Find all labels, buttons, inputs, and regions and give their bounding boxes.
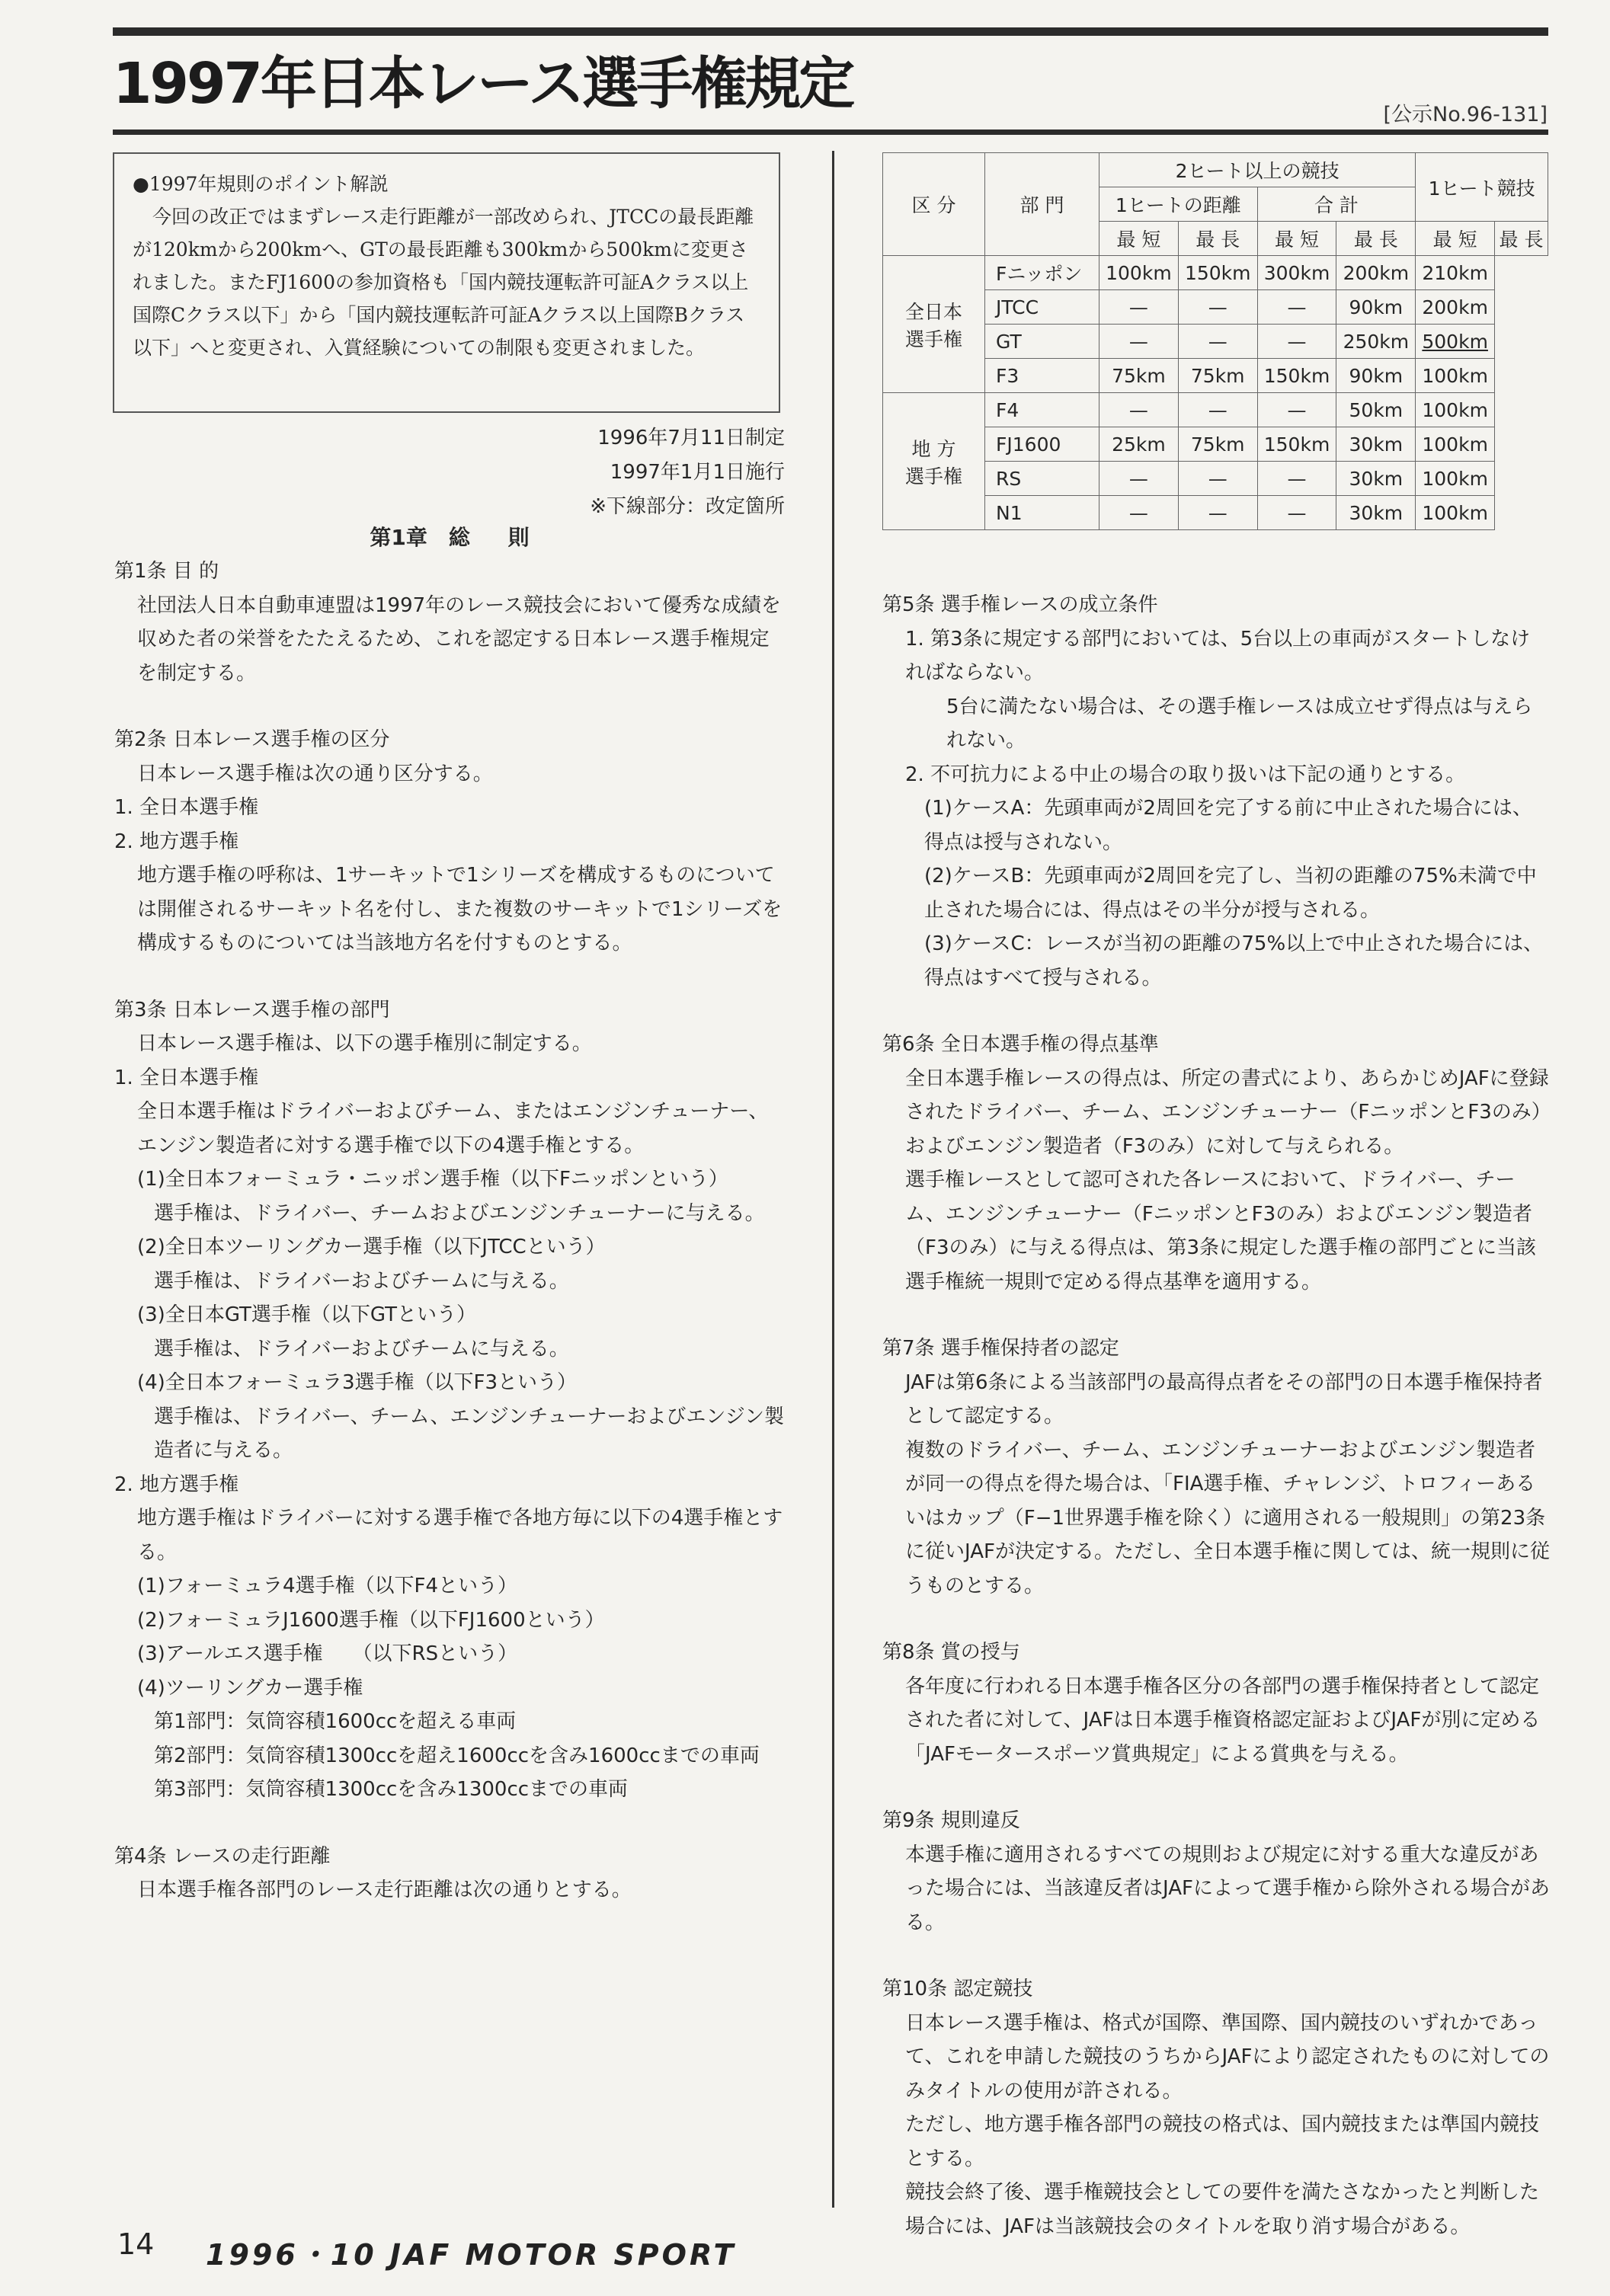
section-name: GT	[985, 325, 1099, 359]
distance-cell: 150km	[1257, 427, 1336, 462]
article-text: 第2部門：気筒容積1300ccを超え1600ccを含み1600ccまでの車両	[154, 1744, 760, 1767]
article-text: (4)ツーリングカー選手権	[137, 1676, 363, 1700]
distance-cell: 30km	[1336, 462, 1416, 496]
article-heading: 第6条 全日本選手権の得点基準	[882, 1033, 1159, 1056]
article-text: 社団法人日本自動車連盟は1997年のレース競技会において優秀な成績を収めた者の栄誉をたたえるため、これを認定する日本レース選手権規定を制定する。	[137, 593, 781, 685]
distance-cell: 100km	[1416, 496, 1495, 530]
article-text: 地方選手権の呼称は、1サーキットで1シリーズを構成するものについては開催されるサーキット名を付し、また複数のサーキットで1シリーズを構成するものについては当該地方名を付すものとする。	[137, 864, 783, 955]
article-text: 複数のドライバー、チーム、エンジンチューナーおよびエンジン製造者が同一の得点を得た場合は、「FIA選手権、チャレンジ、トロフィーあるいはカップ（F−1世界選手権を除く）に適用される一般規則」の第23条に従いJAFが決定する。ただし、全日本選手権に関しては、統一規則に従うものとする。	[905, 1438, 1550, 1597]
section-name: Fニッポン	[985, 256, 1099, 290]
article-heading: 第10条 認定競技	[882, 1978, 1033, 2000]
distance-cell: 100km	[1099, 256, 1179, 290]
article-text: 日本レース選手権は次の通り区分する。	[137, 762, 493, 785]
th-section: 部 門	[985, 153, 1099, 256]
distance-cell: 90km	[1336, 290, 1416, 325]
distance-cell: —	[1099, 290, 1179, 325]
distance-cell: 150km	[1178, 256, 1257, 290]
article-text: 日本レース選手権は、格式が国際、準国際、国内競技のいずれかであって、これを申請した競技のうちからJAFにより認定されたものに対してのみタイトルの使用が許される。	[905, 2011, 1550, 2103]
article-text: 本選手権に適用されるすべての規則および規定に対する重大な違反があった場合には、当該違反者はJAFによって選手権から除外される場合がある。	[905, 1843, 1550, 1934]
title-rule	[113, 130, 1548, 135]
distance-cell: —	[1257, 393, 1336, 427]
distance-cell: 100km	[1416, 393, 1495, 427]
points-body: 今回の改正ではまずレース走行距離が一部改められ、JTCCの最長距離が120kmから200kmへ、GTの最長距離も300kmから500kmに変更されました。またFJ1600の参加資格も「国内競技運転許可証Aクラス以上国際Cクラス以下」から「国内競技運転許可証Aクラス以上国際Bクラス以下」へと変更され、入賞経験についての制限も変更されました。	[133, 206, 754, 359]
distance-cell: —	[1257, 290, 1336, 325]
section-name: F3	[985, 359, 1099, 393]
article-text: (4)全日本フォーミュラ3選手権（以下F3という）	[137, 1371, 578, 1394]
article-heading: 1. 全日本選手権	[114, 796, 259, 819]
article-text: ただし、地方選手権各部門の競技の格式は、国内競技または準国内競技とする。	[905, 2113, 1540, 2170]
distance-cell: 100km	[1416, 462, 1495, 496]
article-text: (3)アールエス選手権 （以下RSという）	[137, 1642, 518, 1665]
article-text: (1)ケースA：先頭車両が2周回を完了する前に中止された場合には、得点は授与されない。	[924, 797, 1532, 854]
article-heading: 2. 地方選手権	[114, 830, 239, 853]
distance-cell: 150km	[1257, 359, 1336, 393]
section-name: RS	[985, 462, 1099, 496]
article-text: (1)全日本フォーミュラ・ニッポン選手権（以下Fニッポンという）	[137, 1168, 728, 1191]
distance-cell: —	[1257, 496, 1336, 530]
article-heading: 2. 地方選手権	[114, 1473, 239, 1496]
table-row	[883, 393, 1548, 427]
article-text: 1. 第3条に規定する部門においては、5台以上の車両がスタートしなければならない。	[905, 627, 1531, 684]
group-label: 全日本 選手権	[883, 256, 985, 393]
group-label: 地 方 選手権	[883, 393, 985, 530]
chapter-heading: 第1章 総 則	[370, 525, 530, 550]
article-text: 地方選手権はドライバーに対する選手権で各地方毎に以下の4選手権とする。	[137, 1507, 783, 1564]
article-text: 第3部門：気筒容積1300ccを含み1300ccまでの車両	[154, 1778, 629, 1801]
article-text: 日本選手権各部門のレース走行距離は次の通りとする。	[137, 1879, 632, 1901]
distance-cell: —	[1257, 325, 1336, 359]
page-title: 1997年日本レース選手権規定	[113, 51, 853, 117]
effective-date: 1997年1月1日施行	[610, 461, 785, 484]
page-number: 14	[117, 2227, 155, 2261]
th-per-heat: 1ヒートの距離	[1099, 187, 1258, 222]
article-text: 全日本選手権レースの得点は、所定の書式により、あらかじめJAFに登録されたドライバー、チーム、エンジンチューナー（FニッポンとF3のみ）およびエンジン製造者（F3のみ）に対して与えられる。	[905, 1066, 1549, 1158]
distance-cell: —	[1099, 325, 1179, 359]
th-single-heat: 1ヒート競技	[1416, 153, 1548, 222]
article-heading: 第8条 賞の授与	[882, 1641, 1020, 1664]
article-text: 選手権は、ドライバー、チーム、エンジンチューナーおよびエンジン製造者に与える。	[154, 1405, 785, 1462]
article-text: 日本レース選手権は、以下の選手権別に制定する。	[137, 1032, 592, 1055]
article-heading: 1. 全日本選手権	[114, 1066, 259, 1089]
article-text: 競技会終了後、選手権競技会としての要件を満たさなかったと判断した場合には、JAFは当該競技会のタイトルを取り消す場合がある。	[905, 2181, 1540, 2238]
th-min: 最 短	[1416, 222, 1495, 256]
points-heading: ●1997年規則のポイント解説	[133, 173, 389, 195]
section-name: JTCC	[985, 290, 1099, 325]
distance-cell: —	[1178, 496, 1257, 530]
article-text: (1)フォーミュラ4選手権（以下F4という）	[137, 1575, 518, 1597]
distance-cell: 75km	[1099, 359, 1179, 393]
column-divider	[832, 151, 834, 2208]
distance-cell: —	[1099, 496, 1179, 530]
paragraph-gap	[882, 1939, 1550, 1972]
article-text: 第1部門：気筒容積1600ccを超える車両	[154, 1710, 517, 1733]
distance-cell: —	[1178, 393, 1257, 427]
distance-cell: 75km	[1178, 427, 1257, 462]
section-name: FJ1600	[985, 427, 1099, 462]
magazine-name: 1996・10 JAF MOTOR SPORT	[206, 2238, 737, 2272]
th-max: 最 長	[1495, 222, 1548, 256]
th-min: 最 短	[1257, 222, 1336, 256]
article-heading: 第9条 規則違反	[882, 1809, 1020, 1832]
th-multi-heat: 2ヒート以上の競技	[1099, 153, 1416, 187]
article-text: 選手権は、ドライバー、チームおよびエンジンチューナーに与える。	[154, 1201, 765, 1225]
distance-cell: —	[1099, 462, 1179, 496]
top-rule	[113, 27, 1548, 36]
article-text: (3)全日本GT選手権（以下GTという）	[137, 1303, 477, 1326]
th-category: 区 分	[883, 153, 985, 256]
article-heading: 第2条 日本レース選手権の区分	[114, 728, 390, 751]
paragraph-gap	[114, 961, 785, 993]
distance-cell: 90km	[1336, 359, 1416, 393]
distance-cell: 200km	[1336, 256, 1416, 290]
article-text: (2)ケースB：先頭車両が2周回を完了し、当初の距離の75%未満で中止された場合には、得点はその半分が授与される。	[924, 865, 1537, 922]
distance-cell: 100km	[1416, 427, 1495, 462]
distance-cell: 210km	[1416, 256, 1495, 290]
th-max: 最 長	[1178, 222, 1257, 256]
article-text: (2)フォーミュラJ1600選手権（以下FJ1600という）	[137, 1608, 605, 1632]
article-text: (3)ケースC：レースが当初の距離の75%以上で中止された場合には、得点はすべて授与される。	[924, 932, 1544, 990]
revision-note: ※下線部分：改定箇所	[590, 495, 785, 518]
paragraph-gap	[114, 690, 785, 723]
paragraph-gap	[882, 1771, 1550, 1804]
notice-number: [公示No.96-131]	[1383, 103, 1548, 126]
distance-cell: 200km	[1416, 290, 1495, 325]
article-text: 各年度に行われる日本選手権各区分の各部門の選手権保持者として認定された者に対して、JAFは日本選手権資格認定証およびJAFが別に定める「JAFモータースポーツ賞典規定」による賞典を与える。	[905, 1674, 1541, 1766]
th-max: 最 長	[1336, 222, 1416, 256]
distance-cell: 75km	[1178, 359, 1257, 393]
paragraph-gap	[882, 1603, 1550, 1636]
enacted-date: 1996年7月11日制定	[597, 427, 785, 449]
distance-cell: —	[1257, 462, 1336, 496]
article-text: (2)全日本ツーリングカー選手権（以下JTCCという）	[137, 1236, 606, 1258]
distance-cell: —	[1178, 325, 1257, 359]
distance-cell: 50km	[1336, 393, 1416, 427]
article-text: JAFは第6条による当該部門の最高得点者をその部門の日本選手権保持者として認定する。	[905, 1370, 1543, 1428]
distance-cell: 250km	[1336, 325, 1416, 359]
enactment-info	[114, 421, 785, 524]
paragraph-gap	[882, 995, 1550, 1028]
paragraph-gap	[882, 1299, 1550, 1332]
distance-cell: —	[1178, 290, 1257, 325]
article-heading: 第5条 選手権レースの成立条件	[882, 593, 1158, 616]
th-total: 合 計	[1257, 187, 1416, 222]
article-text: 全日本選手権はドライバーおよびチーム、またはエンジンチューナー、エンジン製造者に対する選手権で以下の4選手権とする。	[137, 1100, 769, 1157]
distance-table	[882, 152, 1548, 530]
article-text: 選手権レースとして認可された各レースにおいて、ドライバー、チーム、エンジンチューナー（FニッポンとF3のみ）およびエンジン製造者（F3のみ）に与える得点は、第3条に規定した選手権の部門ごとに当該選手権統一規則で定める得点基準を適用する。	[905, 1169, 1537, 1293]
table-row	[883, 256, 1548, 290]
distance-cell: 25km	[1099, 427, 1179, 462]
section-name: F4	[985, 393, 1099, 427]
article-heading: 第7条 選手権保持者の認定	[882, 1337, 1119, 1360]
distance-cell: —	[1099, 393, 1179, 427]
article-heading: 第1条 目 的	[114, 560, 219, 583]
distance-cell: 100km	[1416, 359, 1495, 393]
article-text: 選手権は、ドライバーおよびチームに与える。	[154, 1337, 569, 1361]
article-heading: 第3条 日本レース選手権の部門	[114, 998, 390, 1022]
left-column	[114, 555, 785, 1907]
distance-cell: —	[1178, 462, 1257, 496]
article-text: 2. 不可抗力による中止の場合の取り扱いは下記の通りとする。	[905, 763, 1466, 786]
distance-cell: 500km	[1416, 325, 1495, 359]
distance-cell: 30km	[1336, 496, 1416, 530]
right-column	[882, 588, 1550, 2243]
paragraph-gap	[114, 1807, 785, 1840]
th-min: 最 短	[1099, 222, 1179, 256]
article-text: 5台に満たない場合は、その選手権レースは成立せず得点は与えられない。	[946, 695, 1533, 752]
article-heading: 第4条 レースの走行距離	[114, 1844, 331, 1868]
section-name: N1	[985, 496, 1099, 530]
distance-cell: 300km	[1257, 256, 1336, 290]
distance-cell: 30km	[1336, 427, 1416, 462]
points-box	[113, 152, 780, 413]
article-text: 選手権は、ドライバーおよびチームに与える。	[154, 1269, 569, 1293]
